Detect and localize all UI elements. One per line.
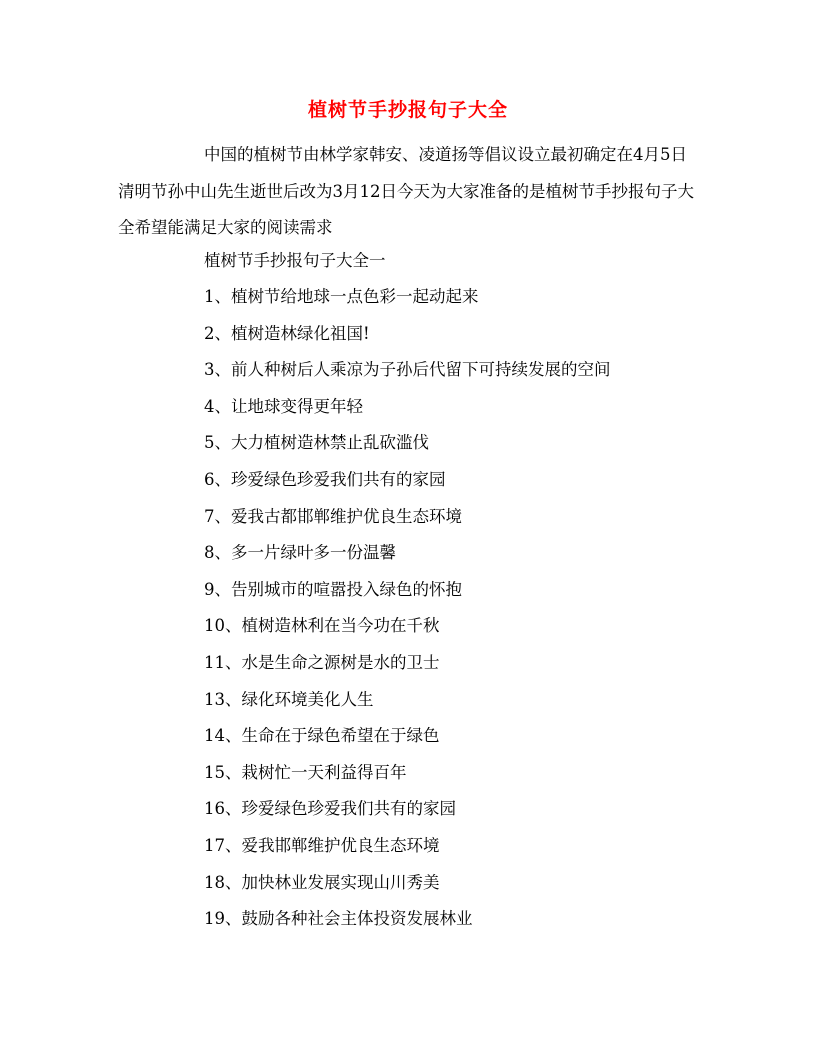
list-item: 10、植树造林利在当今功在千秋 — [204, 616, 440, 636]
list-item: 17、爱我邯郸维护优良生态环境 — [204, 835, 440, 855]
list-item: 5、大力植树造林禁止乱砍滥伐 — [204, 433, 429, 453]
list-item: 19、鼓励各种社会主体投资发展林业 — [204, 909, 473, 929]
list-item: 3、前人种树后人乘凉为子孙后代留下可持续发展的空间 — [204, 360, 611, 380]
intro-paragraph: 中国的植树节由林学家韩安、凌道扬等倡议设立最初确定在4月5日清明节孙中山先生逝世后改为3月12日今天为大家准备的是植树节手抄报句子大全希望能满足大家的阅读需求 — [118, 145, 694, 237]
list-item: 6、珍爱绿色珍爱我们共有的家园 — [204, 469, 446, 489]
list-item: 16、珍爱绿色珍爱我们共有的家园 — [204, 799, 456, 819]
section-heading: 植树节手抄报句子大全一 — [204, 251, 386, 270]
list-item: 2、植树造林绿化祖国! — [204, 323, 370, 343]
list-item: 7、爱我古都邯郸维护优良生态环境 — [204, 506, 462, 526]
list-item: 18、加快林业发展实现山川秀美 — [204, 872, 440, 892]
list-item: 15、栽树忙一天利益得百年 — [204, 762, 407, 782]
list-item: 11、水是生命之源树是水的卫士 — [204, 652, 440, 672]
list-item: 4、让地球变得更年轻 — [204, 396, 363, 416]
list-item: 9、告别城市的喧嚣投入绿色的怀抱 — [204, 579, 462, 599]
document-title: 植树节手抄报句子大全 — [307, 99, 508, 121]
list-item: 1、植树节给地球一点色彩一起动起来 — [204, 287, 479, 306]
list-item: 8、多一片绿叶多一份温馨 — [204, 543, 396, 563]
list-item: 13、绿化环境美化人生 — [204, 689, 374, 709]
list-item: 14、生命在于绿色希望在于绿色 — [204, 726, 440, 746]
slogan-list — [204, 279, 611, 938]
